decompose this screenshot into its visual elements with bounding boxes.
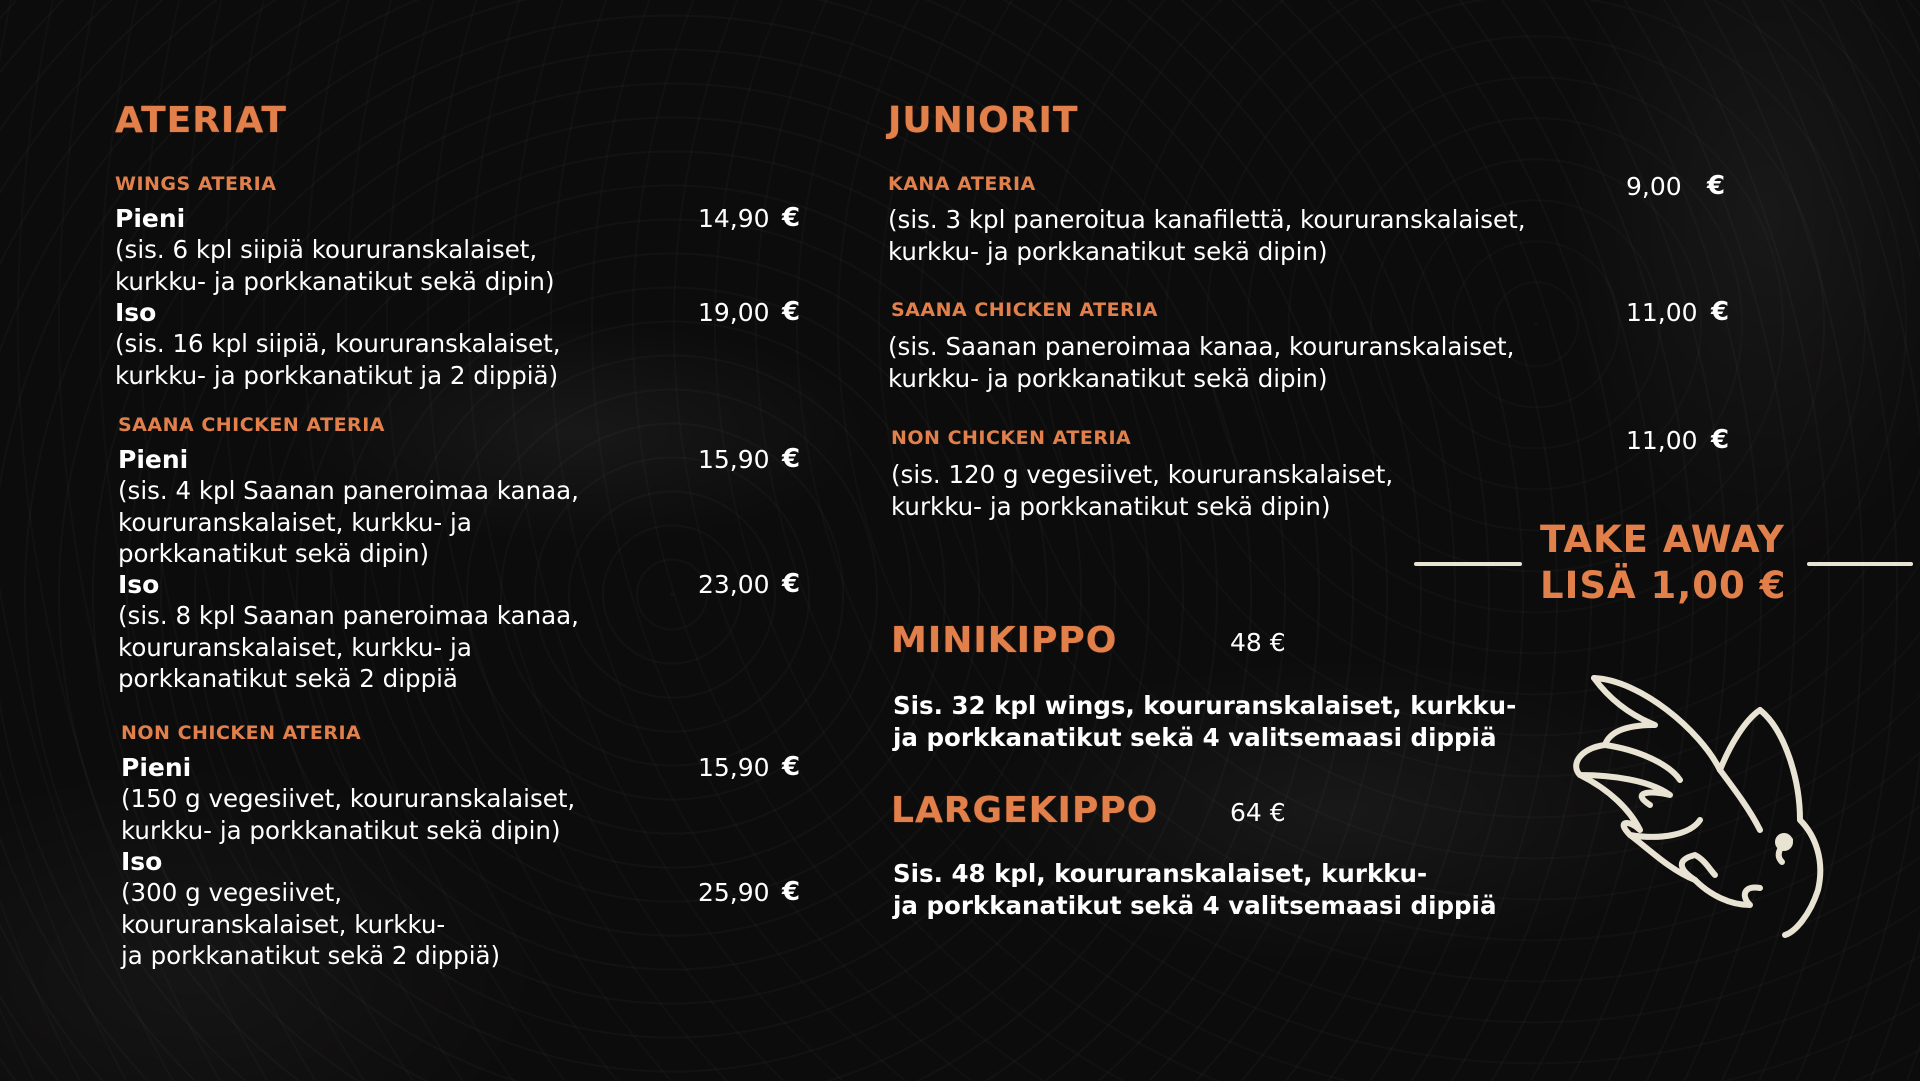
euro-sign: € [782, 444, 801, 474]
desc-line: koururanskalaiset, kurkku- ja [118, 632, 472, 662]
desc-line: kurkku- ja porkkanatikut sekä dipin) [121, 815, 561, 845]
saana-pieni-price: 15,90 [698, 445, 770, 474]
junior-non-price: 11,00 [1626, 426, 1698, 455]
desc-line: (300 g vegesiivet, [121, 878, 342, 907]
largekippo-price: 64 € [1230, 798, 1286, 827]
desc-line: kurkku- ja porkkanatikut sekä dipin) [888, 363, 1328, 393]
desc-line: Sis. 32 kpl wings, koururanskalaiset, kurkku- [893, 691, 1517, 720]
desc-line: (sis. 16 kpl siipiä, koururanskalaiset, [115, 329, 561, 358]
non-ateria-heading: NON CHICKEN ATERIA [121, 722, 362, 744]
wings-iso-label: Iso [115, 298, 157, 327]
wings-pieni-desc [115, 234, 555, 297]
minikippo-price: 48 € [1230, 628, 1286, 657]
desc-line: (sis. 4 kpl Saanan paneroimaa kanaa, [118, 476, 579, 505]
take-away-surcharge: LISÄ 1,00 € [1540, 564, 1787, 607]
desc-line: ja porkkanatikut sekä 2 dippiä) [121, 941, 501, 970]
desc-line: porkkanatikut sekä dipin) [118, 539, 430, 568]
junior-saana-price: 11,00 [1626, 298, 1698, 327]
desc-line: kurkku- ja porkkanatikut sekä dipin) [891, 491, 1331, 521]
euro-sign: € [1711, 425, 1730, 455]
wing-logo-icon [1570, 670, 1840, 940]
desc-line: koururanskalaiset, kurkku- ja [118, 507, 472, 537]
saana-pieni-label: Pieni [118, 445, 189, 474]
minikippo-desc [893, 690, 1516, 753]
desc-line: (sis. 8 kpl Saanan paneroimaa kanaa, [118, 601, 579, 630]
euro-sign: € [782, 752, 801, 782]
saana-iso-price: 23,00 [698, 570, 770, 599]
euro-sign: € [782, 297, 801, 327]
desc-line: ja porkkanatikut sekä 4 valitsemaasi dippiä [893, 722, 1497, 752]
desc-line: (sis. Saanan paneroimaa kanaa, koururanskalaiset, [888, 332, 1515, 361]
euro-sign: € [782, 569, 801, 599]
divider-line-right [1807, 562, 1913, 566]
euro-sign: € [1707, 171, 1726, 201]
saana-iso-label: Iso [118, 570, 160, 599]
kana-price: 9,00 [1626, 172, 1682, 201]
non-iso-price: 25,90 [698, 878, 770, 907]
euro-sign: € [1711, 297, 1730, 327]
saana-pieni-desc [118, 475, 579, 570]
wings-pieni-label: Pieni [115, 204, 186, 233]
wings-pieni-price: 14,90 [698, 204, 770, 233]
largekippo-desc [893, 858, 1496, 921]
euro-sign: € [782, 877, 801, 907]
desc-line: kurkku- ja porkkanatikut sekä dipin) [888, 236, 1328, 266]
non-pieni-price: 15,90 [698, 753, 770, 782]
desc-line: porkkanatikut sekä 2 dippiä [118, 664, 458, 693]
wings-iso-price: 19,00 [698, 298, 770, 327]
junior-non-heading: NON CHICKEN ATERIA [891, 427, 1132, 449]
junior-saana-desc [888, 331, 1514, 394]
junior-non-desc [891, 459, 1393, 522]
kana-desc [888, 204, 1525, 267]
ateriat-title: ATERIAT [115, 100, 287, 141]
desc-line: koururanskalaiset, kurkku- [121, 909, 446, 939]
non-iso-label: Iso [121, 847, 163, 876]
take-away-note [1540, 517, 1786, 609]
desc-line: (sis. 6 kpl siipiä koururanskalaiset, [115, 235, 538, 264]
wings-iso-desc [115, 328, 561, 391]
desc-line: (150 g vegesiivet, koururanskalaiset, [121, 784, 576, 813]
kana-ateria-heading: KANA ATERIA [888, 173, 1036, 195]
non-pieni-desc [121, 783, 575, 846]
saana-ateria-heading: SAANA CHICKEN ATERIA [118, 414, 385, 436]
euro-sign: € [782, 203, 801, 233]
juniorit-title: JUNIORIT [888, 100, 1079, 141]
desc-line: kurkku- ja porkkanatikut sekä dipin) [115, 266, 555, 296]
minikippo-title: MINIKIPPO [891, 620, 1118, 661]
largekippo-title: LARGEKIPPO [891, 790, 1159, 831]
junior-saana-heading: SAANA CHICKEN ATERIA [891, 299, 1158, 321]
desc-line: Sis. 48 kpl, koururanskalaiset, kurkku- [893, 859, 1428, 888]
desc-line: ja porkkanatikut sekä 4 valitsemaasi dippiä [893, 890, 1497, 920]
desc-line: (sis. 3 kpl paneroitua kanafilettä, koururanskalaiset, [888, 205, 1526, 234]
take-away-line: TAKE AWAY [1540, 518, 1785, 561]
desc-line: (sis. 120 g vegesiivet, koururanskalaiset, [891, 460, 1394, 489]
desc-line: kurkku- ja porkkanatikut ja 2 dippiä) [115, 360, 559, 390]
wings-ateria-heading: WINGS ATERIA [115, 173, 277, 195]
saana-iso-desc [118, 600, 579, 695]
divider-line-left [1414, 562, 1522, 566]
non-pieni-label: Pieni [121, 753, 192, 782]
non-iso-desc [121, 877, 500, 972]
